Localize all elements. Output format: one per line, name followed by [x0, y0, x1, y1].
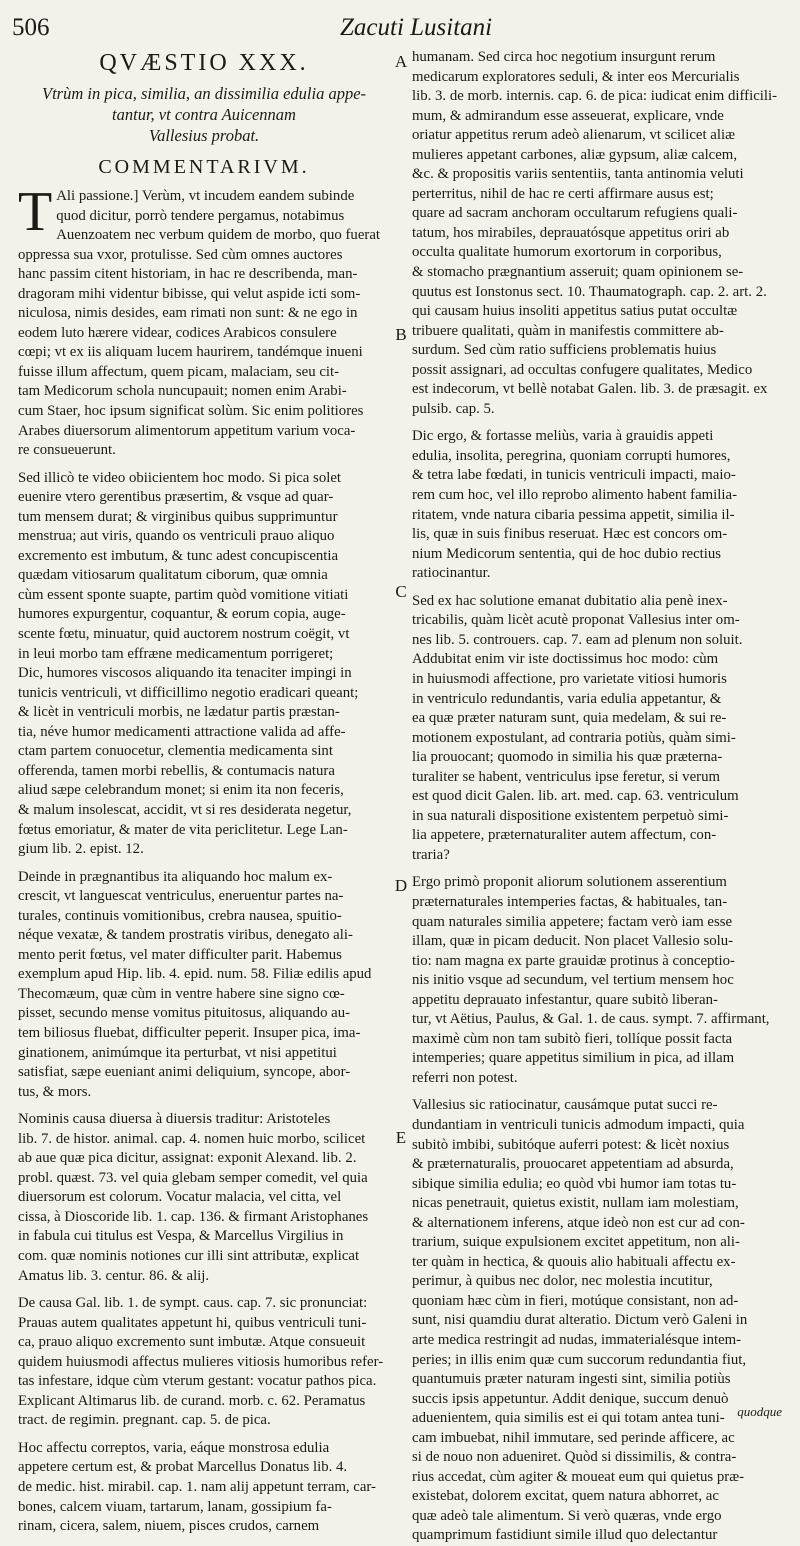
paragraph-gap [18, 860, 390, 868]
text-line: menstrua; aut viris, quando os ventriculi prauo aliquo [18, 528, 335, 545]
text-line: rem cum hoc, vel illo reprobo alimento habent familia- [412, 487, 738, 504]
text-line: offerenda, tamen morbi rebellis, & contumacis natura [18, 762, 335, 779]
text-line: rius accedat, cùm agiter & moueat eum qui quietus præ- [412, 1468, 745, 1485]
text-line: niculosa, nimis desides, eam rimati non sunt: & ne ego in [18, 305, 358, 322]
right-column-body [412, 48, 796, 1546]
text-line: nes lib. 5. controuers. cap. 7. eam ad plenum non soluit. [412, 631, 743, 648]
text-line: & malum insolescat, accidit, vt si res desiderata negetur, [18, 801, 352, 818]
text-line: tricabilis, quàm licèt acutè proponat Vallesius inter om- [412, 612, 740, 629]
text-line: humanam. Sed circa hoc negotium insurgunt rerum [412, 49, 716, 65]
text-line: Dic ergo, & fortasse meliùs, varia à grauidis appeti [412, 428, 714, 445]
text-line: succis ipsis appetuntur. Addit denique, succum denuò [412, 1390, 729, 1407]
text-line: tur, vt Aëtius, Paulus, & Gal. 1. de caus. sympt. 7. affirmant, [412, 1011, 770, 1028]
text-line: turales, continuis vomitionibus, crebra nausea, spuitio- [18, 907, 342, 924]
text-line: subitò imbibi, subitóque auferri potest: & licèt noxius [412, 1136, 730, 1153]
text-line: mento perit fœtus, vel mater difficulter parit. Habemus [18, 946, 342, 963]
text-line: Vallesius sic ratiocinatur, causámque putat succi re- [412, 1097, 718, 1114]
text-line: tribuere qualitati, quàm in manifestis committere ab- [412, 322, 724, 339]
text-line: excremento est imbutum, & tunc adest concupiscentia [18, 547, 339, 564]
paragraph-gap [412, 1088, 796, 1096]
text-line: peries; in illis enim quæ cum succorum redundantia fiut, [412, 1351, 747, 1368]
text-line: ea quæ præter naturam sunt, quia medelam, & sui re- [412, 710, 727, 727]
text-line: Prauas autem qualitates appetunt hi, quibus ventriculi tuni- [18, 1314, 367, 1331]
text-line: diuersorum est colorum. Vocatur malacia, vel citta, vel [18, 1189, 342, 1206]
text-line: in fabula cui titulus est Vespa, & Marcellus Virgilius in [18, 1228, 344, 1245]
text-line: quidem huiusmodi affectus mulieres vitiosis humoribus refer- [18, 1353, 384, 1370]
text-line: est quod dicit Galen. lib. art. med. cap. 63. ventriculum [412, 788, 739, 805]
text-line: perterritus, nihil de hac re certi affirmare ausus est; [412, 185, 714, 202]
text-line: dundantiam in ventriculi tunicis admodum impacti, quia [412, 1116, 745, 1133]
text-line: satisfiat, sæpe eueniant animi deliquium, syncope, abor- [18, 1064, 351, 1081]
text-line: maximè cùm non tam subitò fieri, tollíque possit facta [412, 1030, 733, 1047]
text-line: referri non potest. [412, 1069, 518, 1086]
text-line: ter quàm in hectica, & quouis alio habituali affectu ex- [412, 1253, 736, 1270]
text-line: exemplum apud Hip. lib. 4. epid. num. 58. Filiæ edilis apud [18, 966, 372, 983]
text-line: trarium, suique expulsionem excitet appetitum, non ali- [412, 1234, 740, 1251]
text-line: arte medica restringit ad nudas, immaterialésque intem- [412, 1332, 742, 1348]
text-line: cam imbuebat, nihil immutare, sed perinde afficere, ac [412, 1429, 735, 1446]
catchword: quodque [737, 1404, 782, 1419]
text-line: re consueuerunt. [18, 442, 116, 459]
text-line: Explicant Altimarus lib. de curand. morb. c. 62. Peramatus [18, 1392, 366, 1409]
text-line: & tetra labe fœdati, in tunicis ventriculi impacti, maio- [412, 467, 736, 484]
text-line: fœtus emoriatur, & mater de vita periclitetur. Lege Lan- [18, 821, 348, 838]
text-line: fuisse illum affectum, quem picam, malaciam, seu cit- [18, 363, 340, 380]
text-line: ab aue quæ pica dicitur, assignat: exponit Alexand. lib. 2. [18, 1150, 357, 1167]
text-line: surdum. Sed cùm ratio sufficiens problematis huius [412, 342, 717, 359]
text-line: est indecorum, vt bellè notabat Galen. lib. 3. de præsagit. ex [412, 381, 768, 398]
text-line: Dic, humores viscosos aliquando ita tenaciter impingi in [18, 665, 352, 682]
text-line: dragoram mihi videntur bibisse, qui velut aspide icti som- [18, 285, 361, 302]
text-line: ctam partem conuocetur, clementia medicamenta sint [18, 743, 333, 760]
text-line: euenire vtero gerentibus præsertim, & vsque ad quar- [18, 489, 334, 506]
paragraph-gap [18, 461, 390, 469]
text-line: medicarum exploratores seduli, & inter eos Mercurialis [412, 68, 740, 85]
text-line: quantumuis præter naturam ingesti sint, similia potiùs [412, 1371, 731, 1388]
text-line: Deinde in prægnantibus ita aliquando hoc malum ex- [18, 868, 333, 885]
text-line: nicas penetrauit, quietus existit, nullam iam molestiam, [412, 1195, 739, 1212]
text-line: in ventriculo redundantis, varia edulia appetantur, & [412, 690, 722, 707]
text-line: sunt, nisi quamdiu durat alteratio. Dictum verò Galeni in [412, 1312, 748, 1329]
text-line: Amatus lib. 3. centur. 86. & alij. [18, 1267, 210, 1284]
text-line: perimur, à quibus nec dolor, nec molestia incutitur, [412, 1273, 713, 1290]
text-line: tam Medicorum schola nuncupauit; nomen enim Arabi- [18, 383, 347, 400]
paragraph [18, 1439, 390, 1537]
text-line: gium lib. 2. epist. 12. [18, 841, 144, 858]
paragraph-gap [412, 419, 796, 427]
text-line: Sed ex hac solutione emanat dubitatio alia penè inex- [412, 592, 728, 609]
text-line: cœpi; vt ex iis aliquam lucem haurirem, tandémque inueni [18, 344, 363, 361]
question-title: QVÆSTIO XXX. [99, 50, 309, 76]
paragraph [412, 427, 796, 583]
text-line: ratiocinantur. [412, 565, 491, 582]
text-line: pisset, secundo mense vomitus pituitosus, aliquando au- [18, 1005, 351, 1022]
text-line: quoniam hæc cùm in fieri, motúque consistant, non ad- [412, 1292, 739, 1309]
text-line: ritatem, vnde natura cibaria pessima appetit, similia il- [412, 506, 735, 523]
text-line: si de nouo non adueniret. Quòd si dissimilis, & contra- [412, 1449, 737, 1466]
text-line: lia prouocant; quomodo in similia his quæ præterna- [412, 749, 723, 766]
text-line: & præternaturalis, prouocaret appetentiam ad absurda, [412, 1156, 734, 1173]
text-line: tract. de regimin. pregnant. cap. 5. de pica. [18, 1412, 271, 1429]
text-line: existebat, dolorem excitat, quem natura abhorret, ac [412, 1488, 719, 1505]
text-line: bones, calcem viuam, tartarum, lanam, gossipium fa- [18, 1498, 332, 1515]
text-line: appetere certum est, & probat Marcellus Donatus lib. 4. [18, 1459, 348, 1476]
left-column [18, 48, 390, 1537]
subtitle-line: Vallesius probat. [148, 126, 260, 145]
text-line: probl. quæst. 73. vel quia glebam semper comedit, vel quia [18, 1169, 368, 1186]
text-line: rinam, cicera, salem, niuem, pisces crudos, carnem [18, 1518, 320, 1535]
page-number: 506 [12, 14, 50, 41]
left-column-body [18, 181, 390, 1537]
text-line: motionem expostulant, ad contraria potiùs, quàm simi- [412, 729, 736, 746]
question-subtitle [18, 83, 390, 146]
text-line: ginationem, animúmque ita perturbat, vt nisi appetitui [18, 1044, 337, 1061]
text-line: tio: nam magna ex parte grauidæ protinus à conceptio- [412, 952, 735, 969]
text-line: lib. 3. de morb. internis. cap. 6. de pica: iudicat enim difficili- [412, 88, 778, 105]
text-line: cissa, à Dioscoride lib. 1. cap. 136. & firmant Aristophanes [18, 1208, 369, 1225]
running-head: Zacuti Lusitani [340, 14, 493, 41]
margin-letter-d: D [394, 876, 408, 895]
margin-letter-e: E [395, 1128, 407, 1147]
text-line: cùm essent sponte suapte, partim quòd vomitione vitiati [18, 586, 349, 603]
text-line: nium Medicorum sententia, qui de hoc dubio rectius [412, 545, 722, 562]
paragraph-gap [18, 1102, 390, 1110]
text-line: tas infestare, idque cùm vterum gestant: vocatur pathos pica. [18, 1373, 377, 1390]
text-line: tatum, hos mirabiles, deprauatósque appetitus oriri ab [412, 224, 730, 241]
text-line: De causa Gal. lib. 1. de sympt. caus. cap. 7. sic pronunciat: [18, 1295, 368, 1312]
text-line: &c. & propositis variis sententiis, tanta antinomia veluti [412, 166, 744, 183]
text-line: & stomacho prægnantium asseruit; quam opinionem se- [412, 264, 744, 281]
paragraph [18, 868, 390, 1103]
text-line: tia, néve humor medicamenti attractione valida ad affe- [18, 723, 346, 740]
text-line: néque vexatæ, & tandem prostratis viribus, denegato ali- [18, 927, 353, 944]
text-line: oppressa sua vxor, protulisse. Sed cùm omnes auctores [18, 246, 343, 263]
text-line: ca, prauo aliquo excremento sunt imbutæ. Atque consueuit [18, 1334, 366, 1351]
text-line: in leui morbo tam effræne medicamentum porrigeret; [18, 645, 334, 662]
text-line: tus, & mors. [18, 1083, 92, 1100]
paragraph [412, 592, 796, 866]
text-line: Addubitat enim vir iste doctissimus hoc modo: cùm [412, 651, 719, 668]
subtitle-line: tantur, vt contra Auicennam [112, 105, 296, 124]
text-line: tem biliosus fluebat, difficulter peperit. Insuper pica, ima- [18, 1024, 361, 1041]
text-line: mulieres appetant carbones, aliæ gypsum, aliæ calcem, [412, 146, 738, 163]
text-line: lis, quæ in suis finibus reseruat. Hæc est concors om- [412, 526, 728, 543]
text-line: in huiusmodi affectione, pro varietate vitiosi humoris [412, 670, 727, 687]
text-line: quædam vitiosarum qualitatum ciborum, quæ omnia [18, 567, 328, 584]
text-line: quare ad sacram anchoram occultarum refugiens quali- [412, 205, 738, 222]
text-line: qui causam huius insoliti appetitus satius putat occultæ [412, 303, 738, 320]
text-line: quamprimum fastidiunt simile illud quo delectantur [412, 1527, 718, 1544]
paragraph [412, 1096, 796, 1546]
text-line: Ergo primò proponit aliorum solutionem asserentium [412, 874, 727, 891]
text-line: Nominis causa diuersa à diuersis traditur: Aristoteles [18, 1111, 331, 1128]
text-line: tum mensem durat; & virginibus quibus supprimuntur [18, 508, 338, 525]
text-line: & licèt in ventriculi morbis, ne lædatur partis præstan- [18, 704, 340, 721]
text-line: traria? [412, 846, 450, 863]
paragraph-gap [18, 1286, 390, 1294]
text-line: lia appetere, præternaturaliter autem affectum, con- [412, 827, 717, 844]
text-line: quam naturales similia appetere; factam verò iam esse [412, 913, 733, 930]
text-line: intemperies; quare appetitus similium in pica, ad illam [412, 1050, 735, 1067]
text-line: Auenzoatem nec verbum quidem de morbo, quo fuerat [56, 227, 380, 244]
margin-letter-a: A [394, 52, 408, 71]
text-line: oriatur appetitus rerum adeò alienarum, vt scilicet aliæ [412, 127, 735, 144]
text-line: Sed illicò te video obiicientem hoc modo. Si pica solet [18, 469, 342, 486]
paragraph [18, 1294, 390, 1431]
text-line: hanc passim citent historiam, in hac re describenda, man- [18, 266, 358, 283]
text-line: præternaturales intemperies factas, & habituales, tan- [412, 893, 728, 910]
text-line: Ali passione.] Verùm, vt incudem eandem subinde [56, 188, 355, 204]
text-line: lib. 7. de histor. animal. cap. 4. nomen huic morbo, scilicet [18, 1130, 366, 1147]
paragraph [18, 469, 390, 860]
text-line: Hoc affectu correptos, varia, eáque monstrosa edulia [18, 1439, 330, 1456]
text-line: edulia, insolita, peregrina, quoniam corrupti humores, [412, 447, 731, 464]
text-line: sibique similia edulia; eo quòd vbi humor iam totas tu- [412, 1175, 737, 1192]
paragraph [18, 181, 390, 461]
text-line: Arabes diuersorum alimentorum appetitum varium voca- [18, 422, 356, 439]
text-line: turaliter se habent, ventriculus ipse feretur, si verum [412, 768, 720, 785]
right-column [412, 48, 796, 1546]
paragraph-gap [412, 865, 796, 873]
drop-cap: T [18, 181, 53, 243]
text-line: crescit, vt languescat ventriculus, eneruentur partes na- [18, 888, 344, 905]
paragraph-gap [18, 1431, 390, 1439]
margin-letter-b: B [395, 325, 407, 344]
text-line: in sua naturali dispositione existentem perpetuò simi- [412, 807, 729, 824]
text-line: aliud sæpe celebrandum monet; si enim ita non feceris, [18, 782, 344, 799]
subtitle-line: Vtrùm in pica, similia, an dissimilia edulia appe- [41, 84, 367, 103]
text-line: quod dicitur, porrò tendere pergamus, notabimus [56, 207, 345, 224]
text-line: eodem luto hærere videar, codices Arabicos consulere [18, 324, 337, 341]
text-line: tunicis ventriculi, vt difficillimo negotio eradicari queant; [18, 684, 359, 701]
text-line: pulsib. cap. 5. [412, 400, 495, 417]
text-line: illam, quæ in picam deducit. Non placet Vallesio solu- [412, 933, 734, 950]
text-line: scente fœtu, minuatur, quid auctorem nostrum coëgit, vt [18, 626, 350, 643]
paragraph [18, 1110, 390, 1286]
text-line: quæ adeò tale alimentum. Si verò quæras, vnde ergo [412, 1507, 722, 1524]
margin-letter-c: C [395, 582, 407, 601]
text-line: de medic. hist. mirabil. cap. 1. nam alij appetunt terram, car- [18, 1479, 376, 1495]
paragraph [412, 873, 796, 1088]
text-line: & alternationem inferens, atque ideò non est cur ad con- [412, 1214, 745, 1231]
text-line: occulta qualitate humorum exortorum in corporibus, [412, 244, 722, 261]
paragraph-gap [412, 584, 796, 592]
text-line: aduenientem, quia similis est ei qui totam antea tuni- [412, 1410, 725, 1427]
text-line: cum Staer, hoc ipsum significat solùm. Sic enim politiores [18, 403, 364, 420]
paragraph [412, 48, 796, 419]
section-heading: COMMENTARIVM. [98, 156, 310, 178]
text-line: mum, & admirandum esse asseuerat, explicare, vnde [412, 107, 724, 124]
text-line: possit assignari, ad occultas confugere qualitates, Medico [412, 361, 753, 378]
text-line: humores expurgentur, coquantur, & eorum copia, auge- [18, 606, 346, 623]
text-line: Thecomæum, quæ cùm in ventre habere sine signo cœ- [18, 985, 345, 1002]
text-line: nis initio vsque ad secundum, vel tertium mensem hoc [412, 972, 734, 989]
text-line: com. quæ nominis notiones cur illi sint attributæ, explicat [18, 1247, 360, 1264]
text-line: quutus est Ionstonus sect. 10. Thaumatograph. cap. 2. art. 2. [412, 283, 767, 300]
text-line: appetitu deprauato infestantur, quare subitò liberan- [412, 991, 718, 1008]
